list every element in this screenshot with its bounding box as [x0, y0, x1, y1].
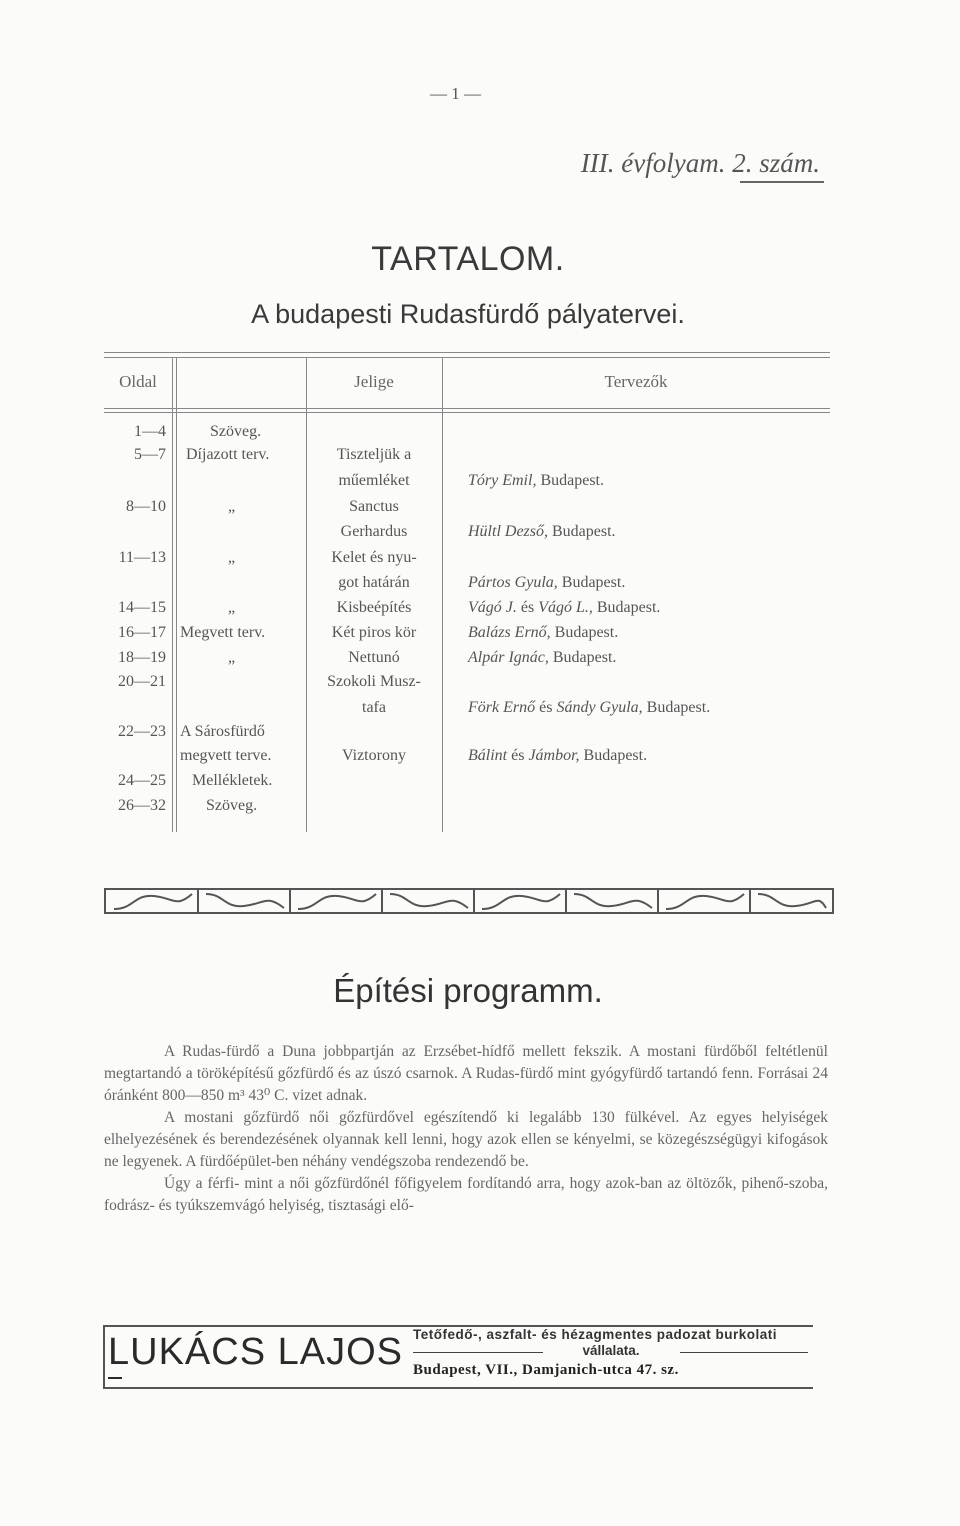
toc-col-divider [176, 357, 177, 832]
toc-pages: 20—21 [118, 673, 166, 690]
toc-content: Díjazott terv. [186, 446, 270, 463]
designer-name: Bálint [468, 747, 508, 764]
toc-designer [468, 471, 604, 490]
toc-top-rule [104, 352, 830, 353]
designer-name: Vágó J. [468, 599, 517, 616]
toc-pages: 1—4 [134, 423, 166, 440]
designer-place: Budapest. [552, 649, 617, 666]
issue-underline [740, 181, 824, 183]
advertisement-line-1: Tetőfedő-, aszfalt- és hézagmentes padozat burkolati [413, 1327, 778, 1342]
ornament-border [104, 886, 834, 916]
designer-name: Tóry Emil, [468, 472, 537, 489]
toc-col-divider [442, 357, 443, 832]
designer-place: Budapest. [561, 574, 626, 591]
toc-pages: 26—32 [118, 797, 166, 814]
toc-pages: 18—19 [118, 649, 166, 666]
toc-motto: Viztorony [342, 747, 406, 764]
toc-header-tervezok: Tervezők [604, 372, 668, 391]
toc-content-ditto: „ [228, 649, 236, 666]
ornament-wave-icon [114, 894, 826, 909]
toc-motto: Gerhardus [340, 523, 408, 540]
designer-place: Budapest. [596, 599, 661, 616]
toc-pages: 22—23 [118, 723, 166, 740]
page-title: TARTALOM. [371, 240, 565, 278]
advertiser-name: LUKÁCS LAJOS [108, 1331, 403, 1373]
toc-header-oldal: Oldal [119, 372, 157, 391]
toc-designer [468, 623, 618, 642]
toc-content: Szöveg. [210, 423, 262, 440]
toc-content-ditto: „ [228, 498, 236, 515]
toc-pages: 8—10 [126, 498, 166, 515]
toc-motto: Kelet és nyu- [331, 549, 417, 566]
designer-name: Alpár Ignác, [468, 649, 549, 666]
designer-conjunction: és [539, 699, 553, 716]
toc-motto: Tiszteljük a [336, 446, 412, 463]
designer-place: Budapest. [552, 523, 616, 540]
toc-motto: Sanctus [349, 498, 399, 515]
toc-header-rule-2 [104, 412, 830, 413]
toc-content: Szöveg. [206, 797, 258, 814]
toc-pages: 5—7 [134, 446, 166, 463]
toc-pages: 14—15 [118, 599, 166, 616]
toc-header-jelige: Jelige [354, 372, 394, 391]
paragraph: A Rudas-fürdő a Duna jobbpartján az Erzsébet-hídfő mellett fekszik. A mostani fürdőből feltétlenül megtartandó a töröképítésű gőzfürdő és az úszó csarnok. A Rudas-fürdő mint gyógyfürdő tartandó fenn. Forrásai 24 óránként 800—850 m³ 43⁰ C. vizet adnak. [104, 1043, 828, 1104]
toc-pages: 24—25 [118, 772, 166, 789]
designer-place: Budapest. [540, 472, 604, 489]
toc-motto: Kisbeépítés [336, 599, 412, 616]
toc-designer [468, 598, 660, 617]
advertisement-line-2: vállalata. [582, 1343, 640, 1358]
toc-content-ditto: „ [228, 599, 236, 616]
toc-top-rule-2 [104, 357, 830, 358]
issue-label: III. évfolyam. 2. szám. [580, 148, 820, 178]
toc-col-divider [172, 357, 173, 832]
toc-designer [468, 746, 647, 765]
page-number: — 1 — [430, 84, 481, 103]
designer-conjunction: és [520, 599, 535, 616]
paragraph: Úgy a férfi- mint a női gőzfürdőnél főfigyelem fordítandó arra, hogy azok-ban az öltözők, pihenő-szoba, fodrász- és tyúkszemvágó helyiség, tisztasági elő- [104, 1175, 828, 1214]
designer-place: Budapest. [554, 624, 619, 641]
toc-pages: 11—13 [118, 549, 166, 566]
section-title: Építési programm. [333, 972, 603, 1009]
designer-name: Hültl Dezső, [468, 523, 548, 540]
toc-content: A Sárosfürdő [180, 723, 265, 740]
toc-designer [468, 573, 625, 592]
designer-name: Balázs Ernő, [468, 624, 551, 641]
toc-motto: Szokoli Musz- [327, 673, 421, 690]
designer-name-2: Sándy Gyula, [556, 699, 643, 716]
designer-place: Budapest. [583, 747, 648, 764]
designer-name: Förk Ernő [468, 699, 536, 716]
toc-content: Megvett terv. [180, 624, 266, 641]
toc-motto: Két piros kör [331, 624, 417, 641]
designer-name-2: Vágó L., [538, 599, 593, 616]
toc-motto: got határán [338, 574, 410, 591]
designer-name-2: Jámbor, [528, 747, 580, 764]
toc-motto: tafa [362, 699, 386, 716]
toc-designer [468, 698, 710, 717]
advertiser-name-bar [108, 1377, 122, 1379]
body-text [104, 1041, 828, 1217]
toc-designer [468, 648, 616, 667]
advertisement-address: Budapest, VII., Damjanich-utca 47. sz. [413, 1362, 679, 1378]
toc-designer [468, 522, 616, 541]
toc-content: megvett terve. [180, 747, 272, 764]
designer-place: Budapest. [646, 699, 711, 716]
designer-conjunction: és [511, 747, 525, 764]
toc-header-rule [104, 408, 830, 409]
page-subtitle: A budapesti Rudasfürdő pályatervei. [251, 299, 685, 329]
toc-content-ditto: „ [228, 549, 236, 566]
toc-pages: 16—17 [118, 624, 166, 641]
toc-motto: Nettunó [348, 649, 400, 666]
paragraph: A mostani gőzfürdő női gőzfürdővel egészítendő ki legalább 130 fülkével. Az egyes helyiségek elhelyezésének és berendezésének olyannak kell lenni, hogy azok ellen se kényelmi, se közegészségügyi kifogások ne legyenek. A fürdőépület-ben néhány vendégszoba rendezendő be. [104, 1109, 828, 1170]
designer-name: Pártos Gyula, [468, 574, 558, 591]
toc-content: Mellékletek. [192, 772, 273, 789]
toc-motto: műemléket [338, 472, 410, 489]
